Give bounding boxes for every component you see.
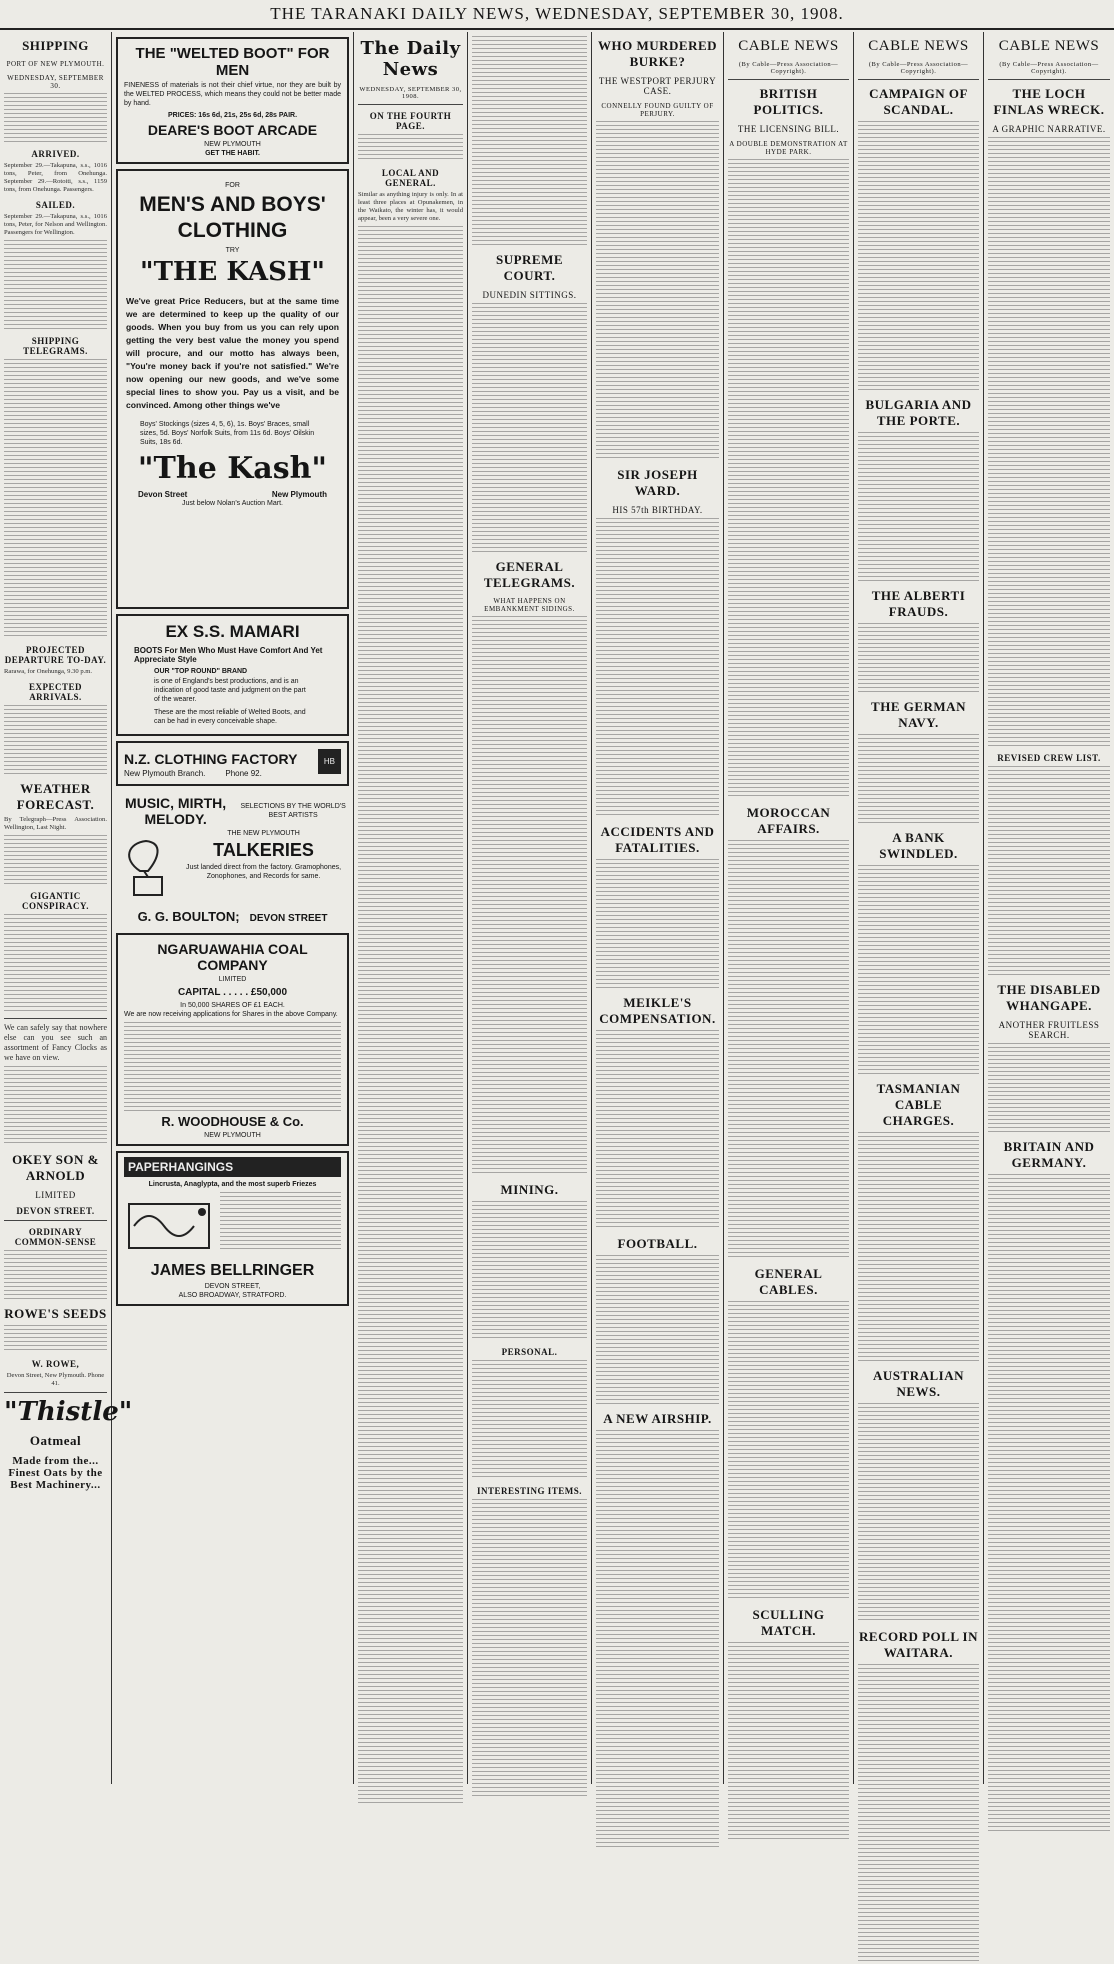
- waitara-body: [858, 1664, 979, 1964]
- gramophone-icon: [118, 833, 174, 903]
- burke-sub2: CONNELLY FOUND GUILTY OF PERJURY.: [601, 102, 714, 118]
- paperhangings-sub: Lincrusta, Anaglypta, and the most superb Friezes: [148, 1181, 317, 1188]
- woodhouse-name: R. WOODHOUSE & Co.: [161, 1114, 304, 1129]
- bank-heading: A BANK SWINDLED.: [879, 830, 958, 861]
- gigantic-body: [4, 914, 107, 1014]
- cable-sub-1: (By Cable—Press Association—Copyright).: [738, 61, 839, 75]
- sir-joseph-sub: HIS 57th BIRTHDAY.: [612, 505, 703, 515]
- clocks-text: We can safely say that nowhere else can you see such an assortment of Fancy Clocks as we have on view.: [4, 1023, 107, 1062]
- interesting-heading: INTERESTING ITEMS.: [476, 1486, 583, 1496]
- british-heading: BRITISH POLITICS.: [753, 86, 824, 117]
- shipping-heading: SHIPPING: [22, 38, 89, 53]
- general-telegrams-heading: GENERAL TELEGRAMS.: [483, 559, 576, 590]
- fourth-page-heading: ON THE FOURTH PAGE.: [369, 111, 452, 131]
- deare-address: NEW PLYMOUTH: [204, 141, 261, 148]
- bank-body: [858, 865, 979, 1075]
- sir-joseph-body: [596, 518, 719, 818]
- oatmeal-tagline: Made from the... Finest Oats by the Best Machinery...: [8, 1455, 103, 1491]
- talkeries-text: Just landed direct from the factory. Gramophones, Zonophones, and Records for same.: [185, 864, 342, 880]
- local-body: [358, 226, 463, 1806]
- german-navy-body: [858, 734, 979, 824]
- cable-heading-2: CABLE NEWS: [868, 38, 969, 54]
- cable-sub-2: (By Cable—Press Association—Copyright).: [868, 61, 969, 75]
- column-cable-1: [724, 32, 854, 1784]
- kash-try: TRY: [225, 247, 240, 254]
- loch-body: [988, 137, 1110, 747]
- tasmanian-heading: TASMANIAN CABLE CHARGES.: [876, 1081, 961, 1128]
- paper-date: WEDNESDAY, SEPTEMBER 30, 1908.: [359, 86, 462, 100]
- arrived-heading: ARRIVED.: [31, 149, 80, 159]
- okey-name: OKEY SON & ARNOLD: [12, 1152, 99, 1183]
- airship-heading: A NEW AIRSHIP.: [603, 1411, 712, 1426]
- masthead: THE TARANAKI DAILY NEWS, WEDNESDAY, SEPTEMBER 30, 1908.: [0, 0, 1114, 30]
- cable-sub-3: (By Cable—Press Association—Copyright).: [999, 61, 1099, 75]
- paperhangings-title: PAPERHANGINGS: [124, 1157, 341, 1177]
- mamari-ad: [116, 614, 349, 736]
- australian-body: [858, 1403, 979, 1623]
- paperhangings-body: [220, 1192, 341, 1252]
- cable-heading-3: CABLE NEWS: [998, 38, 1100, 54]
- kash-for: FOR: [225, 182, 240, 189]
- column-news: [592, 32, 724, 1784]
- clothing-title: MEN'S AND BOYS' CLOTHING: [139, 193, 326, 242]
- fourth-page-list: [358, 134, 463, 162]
- german-navy-heading: THE GERMAN NAVY.: [871, 699, 966, 730]
- accidents-heading: ACCIDENTS AND FATALITIES.: [600, 824, 715, 855]
- nz-badge: HB: [318, 749, 341, 774]
- burke-heading: WHO MURDERED BURKE?: [597, 38, 718, 69]
- projected-text: Rarawa, for Onehunga, 9.30 p.m.: [4, 668, 93, 675]
- talkeries-heading: THE NEW PLYMOUTH: [227, 830, 300, 837]
- col4-top-body: [472, 36, 587, 246]
- coal-limited: LIMITED: [218, 976, 247, 983]
- disabled-body: [988, 1043, 1110, 1133]
- boulton-address: DEVON STREET: [249, 913, 328, 924]
- sir-joseph-heading: SIR JOSEPH WARD.: [617, 467, 698, 498]
- nz-title: N.Z. CLOTHING FACTORY: [124, 751, 298, 767]
- general-body: [472, 616, 587, 1176]
- coal-title: NGARUAWAHIA COAL COMPANY: [157, 941, 308, 973]
- column-daily-news: [354, 32, 468, 1784]
- mining-heading: MINING.: [500, 1182, 559, 1197]
- loch-heading: THE LOCH FINLAS WRECK.: [993, 86, 1105, 117]
- waitara-heading: RECORD POLL IN WAITARA.: [859, 1629, 978, 1660]
- rowe-heading: ROWE'S SEEDS: [4, 1306, 107, 1321]
- alberti-body: [858, 623, 979, 693]
- revised-body: [988, 766, 1110, 976]
- music-title: MUSIC, MIRTH, MELODY.: [125, 795, 227, 827]
- welted-text: FINENESS of materials is not their chief virtue, nor they are built by the WELTED PROCESS, which means they could not be better made by hand.: [124, 82, 341, 107]
- paper-name: The Daily News: [360, 38, 461, 80]
- general-telegrams-sub: WHAT HAPPENS ON EMBANKMENT SIDINGS.: [484, 597, 575, 613]
- interesting-body: [472, 1499, 587, 1799]
- britain-body: [988, 1174, 1110, 1834]
- kash-items: Boys' Stockings (sizes 4, 5, 6), 1s. Boys' Braces, small sizes, 5d. Boys' Norfolk Suits, from 11s 6d. Boys' Oilskin Suits, 18s 6d.: [140, 421, 315, 446]
- sailed-list: [4, 240, 107, 330]
- port-line: PORT OF NEW PLYMOUTH.: [6, 60, 105, 68]
- mamari-foot: These are the most reliable of Welted Boots, and can be had in every conceivable shape.: [154, 709, 306, 725]
- alberti-heading: THE ALBERTI FRAUDS.: [871, 588, 966, 619]
- paperhangings-ad: [116, 1151, 349, 1306]
- demo-heading: A DOUBLE DEMONSTRATION AT HYDE PARK.: [729, 140, 848, 156]
- talkeries-title: TALKERIES: [213, 840, 314, 860]
- loch-sub: A GRAPHIC NARRATIVE.: [992, 124, 1106, 134]
- kash-text: We've great Price Reducers, but at the same time we are determined to keep up the quality of our goods. When you buy from us you can rely upon getting the very best value the money you spend will procure, and our motto has always been, "You're money back if you're not satisfied." We're now opening our new goods, and we've some special lines to show you. Pay us a visit, and be convinced. Among other things we've: [126, 296, 339, 410]
- kash-ad: [116, 169, 349, 609]
- music-ad: [116, 791, 349, 928]
- gigantic-heading: GIGANTIC CONSPIRACY.: [22, 891, 89, 911]
- shipping-telegrams-heading: SHIPPING TELEGRAMS.: [23, 336, 88, 356]
- meikle-body: [596, 1030, 719, 1230]
- coal-capital: CAPITAL . . . . . £50,000: [177, 987, 288, 998]
- mining-body: [472, 1201, 587, 1341]
- date-line: WEDNESDAY, SEPTEMBER 30.: [7, 74, 104, 90]
- music-sub: SELECTIONS BY THE WORLD'S BEST ARTISTS: [240, 803, 346, 819]
- telegrams-body: [4, 359, 107, 639]
- expected-body: [4, 705, 107, 775]
- local-heading: LOCAL AND GENERAL.: [381, 168, 440, 188]
- british-body: [728, 159, 849, 799]
- thistle-heading: "Thistle": [4, 1397, 133, 1427]
- kash-big-name: "The Kash": [137, 451, 328, 486]
- nz-clothing-ad: [116, 741, 349, 786]
- bellringer-address: DEVON STREET,: [204, 1283, 261, 1290]
- rowe-address: Devon Street, New Plymouth. Phone 41.: [6, 1372, 105, 1387]
- weather-text: By Telegraph—Press Association. Wellington, Last Night.: [4, 816, 107, 831]
- woodhouse-address: NEW PLYMOUTH: [204, 1132, 261, 1139]
- weather-body: [4, 835, 107, 885]
- deare-name: DEARE'S BOOT ARCADE: [147, 122, 318, 138]
- column-shipping: [0, 32, 133, 1784]
- general-cables-heading: GENERAL CABLES.: [754, 1266, 823, 1297]
- deare-tagline: GET THE HABIT.: [205, 150, 260, 157]
- sculling-heading: SCULLING MATCH.: [752, 1607, 825, 1638]
- campaign-body: [858, 121, 979, 391]
- nz-phone: Phone 92.: [225, 769, 262, 778]
- coal-shares: In 50,000 SHARES OF £1 EACH.: [180, 1002, 285, 1009]
- accidents-body: [596, 859, 719, 989]
- clocks-body: [4, 1066, 107, 1146]
- disabled-heading: THE DISABLED WHANGAPE.: [997, 982, 1101, 1013]
- campaign-heading: CAMPAIGN OF SCANDAL.: [869, 86, 968, 117]
- column-advertisements: [112, 32, 354, 1784]
- sculling-body: [728, 1642, 849, 1842]
- britain-heading: BRITAIN AND GERMANY.: [1003, 1139, 1095, 1170]
- okey-limited: LIMITED: [35, 1190, 76, 1200]
- burke-sub: THE WESTPORT PERJURY CASE.: [598, 76, 717, 96]
- boulton-name: G. G. BOULTON;: [137, 909, 240, 924]
- coal-text: We are now receiving applications for Shares in the above Company.: [124, 1011, 338, 1018]
- revised-heading: REVISED CREW LIST.: [997, 753, 1101, 763]
- ordinary-heading: ORDINARY COMMON-SENSE: [14, 1227, 97, 1247]
- oatmeal-heading: Oatmeal: [29, 1433, 82, 1448]
- bellringer-name: JAMES BELLRINGER: [150, 1262, 315, 1279]
- mamari-text: is one of England's best productions, and is an indication of good taste and judgment on the part of the wearer.: [154, 678, 306, 703]
- general-cables-body: [728, 1301, 849, 1601]
- column-cable-3: [984, 32, 1114, 1784]
- tasmanian-body: [858, 1132, 979, 1362]
- dunedin-heading: DUNEDIN SITTINGS.: [482, 290, 577, 300]
- expected-heading: EXPECTED ARRIVALS.: [28, 682, 82, 702]
- morocco-body: [728, 840, 849, 1260]
- bulgaria-heading: BULGARIA AND THE PORTE.: [865, 397, 972, 428]
- projected-heading: PROJECTED DEPARTURE TO-DAY.: [4, 645, 107, 665]
- burke-body: [596, 121, 719, 461]
- mamari-top: OUR "TOP ROUND" BRAND: [154, 668, 248, 675]
- sailed-heading: SAILED.: [35, 200, 76, 210]
- cable-heading-1: CABLE NEWS: [738, 38, 839, 54]
- supreme-heading: SUPREME COURT.: [495, 252, 564, 283]
- weather-heading: WEATHER FORECAST.: [16, 781, 95, 812]
- football-body: [596, 1255, 719, 1405]
- rowe-body: [4, 1325, 107, 1353]
- tide-table: [4, 93, 107, 143]
- coal-body: [124, 1022, 341, 1112]
- football-heading: FOOTBALL.: [617, 1236, 698, 1251]
- bulgaria-body: [858, 432, 979, 582]
- welted-prices: PRICES: 16s 6d, 21s, 25s 6d, 28s PAIR.: [167, 112, 298, 119]
- personal-body: [472, 1360, 587, 1480]
- meikle-heading: MEIKLE'S COMPENSATION.: [599, 995, 716, 1026]
- nz-branch: New Plymouth Branch.: [124, 769, 206, 778]
- bellringer-also: ALSO BROADWAY, STRATFORD.: [178, 1292, 287, 1299]
- licensing-heading: THE LICENSING BILL.: [737, 124, 840, 134]
- column-general: [468, 32, 592, 1784]
- kash-note: Just below Nolan's Auction Mart.: [182, 500, 283, 507]
- disabled-sub: ANOTHER FRUITLESS SEARCH.: [998, 1020, 1100, 1040]
- okey-address: DEVON STREET.: [16, 1206, 95, 1216]
- airship-body: [596, 1430, 719, 1850]
- wallpaper-roll-icon: [124, 1196, 214, 1256]
- supreme-body: [472, 303, 587, 553]
- sailed-text: September 29.—Takapuna, s.s., 1016 tons, Peter, for Nelson and Wellington. Passengers for Wellington.: [4, 213, 107, 236]
- local-text: Similar as anything injury is only. In at least three places at Opunakemen, in the Waikato, the winter has, it would appear, been a very severe one.: [358, 191, 463, 222]
- rowe-name: W. ROWE,: [31, 1359, 80, 1369]
- ordinary-body: [4, 1250, 107, 1300]
- kash-name: "THE KASH": [140, 257, 325, 287]
- arrived-text: September 29.—Takapuna, s.s., 1016 tons, Peter, from Onehunga. September 29.—Rotoiti, s.s., 1159 tons, from Onehunga. Passengers.: [4, 162, 107, 193]
- mamari-title: EX S.S. MAMARI: [165, 622, 300, 641]
- welted-boot-ad: [116, 37, 349, 164]
- kash-town: New Plymouth: [271, 490, 327, 499]
- personal-heading: PERSONAL.: [501, 1347, 558, 1357]
- australian-heading: AUSTRALIAN NEWS.: [873, 1368, 964, 1399]
- morocco-heading: MOROCCAN AFFAIRS.: [746, 805, 831, 836]
- column-cable-2: [854, 32, 984, 1784]
- mamari-line: BOOTS For Men Who Must Have Comfort And Yet Appreciate Style: [134, 646, 323, 664]
- coal-ad: [116, 933, 349, 1146]
- welted-title: THE "WELTED BOOT" FOR MEN: [135, 45, 330, 79]
- kash-street: Devon Street: [138, 490, 188, 499]
